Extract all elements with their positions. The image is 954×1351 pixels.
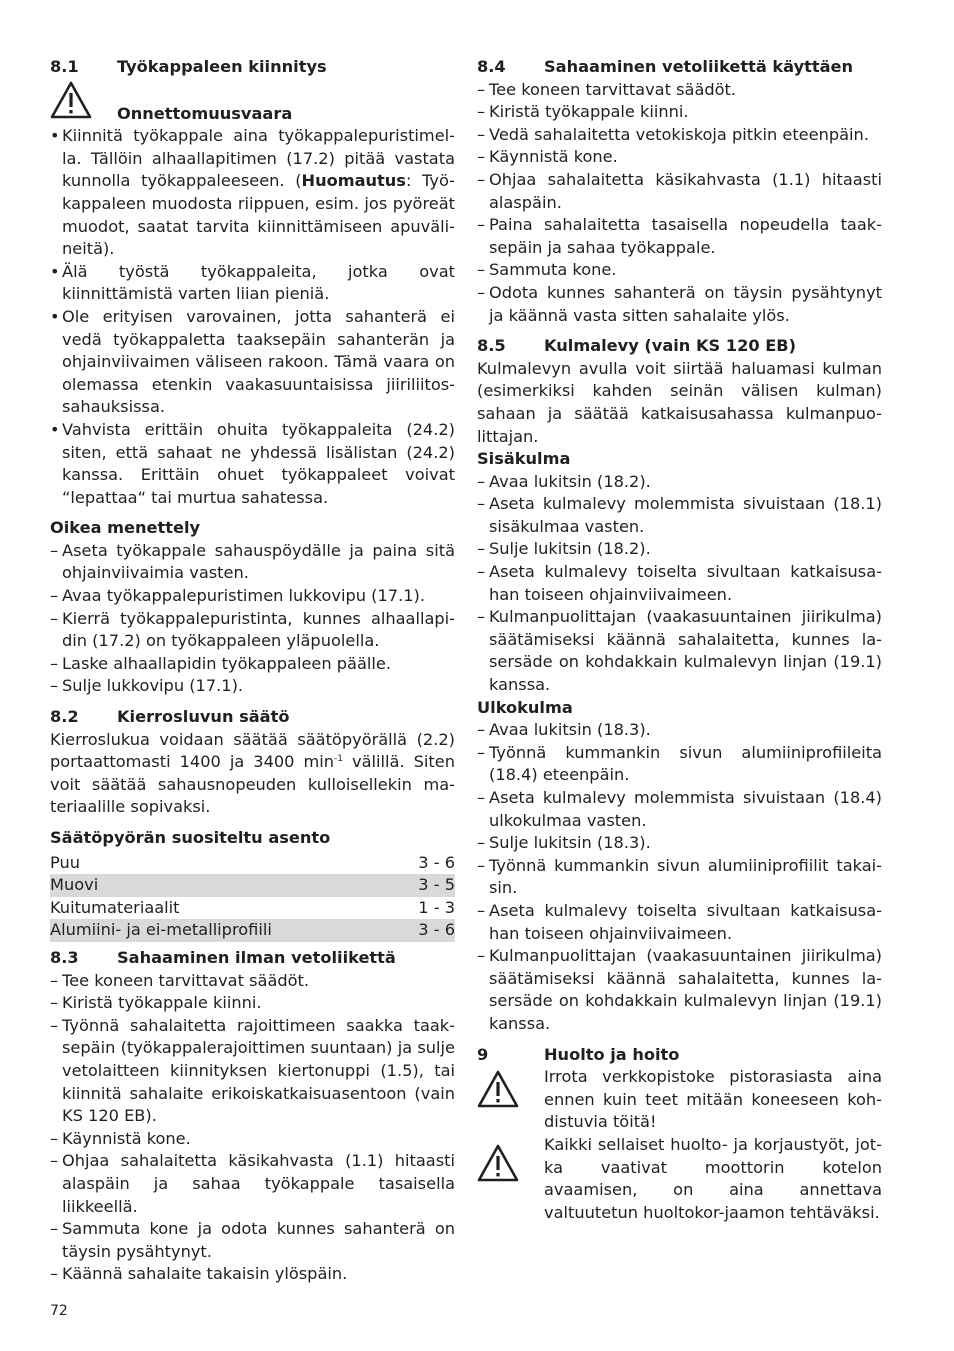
list-item: – Aseta kulmalevy molemmista sivuistaan (18.1) sisäkulmaa vasten. xyxy=(477,493,882,538)
maintenance-warning-2 xyxy=(477,1134,882,1224)
section-title: Sahaaminen ilman vetoliikettä xyxy=(117,947,396,967)
danger-warning xyxy=(50,81,455,126)
section-number: 9 xyxy=(477,1044,489,1064)
bullet-text: Vahvista erittäin ohuita työkappaleita (24.2) siten, että sahaat ne yhdessä lisälistan (24.2) kanssa. Erittäin ohuet työkappaleet voivat “lepattaa“ tai murtua sahatessa. xyxy=(62,419,455,507)
list-item: – Ohjaa sahalaitetta käsikahvasta (1.1) hitaasti alaspäin ja sahaa työkappale tasaisella liikkeellä. xyxy=(50,1150,455,1218)
speed-unit-sup: -1 xyxy=(334,754,344,765)
list-item: – Aseta kulmalevy molemmista sivuistaan (18.4) ulkokulmaa vasten. xyxy=(477,787,882,832)
section-heading xyxy=(477,335,882,358)
procedure-title: Oikea menettely xyxy=(50,518,201,538)
procedure-steps xyxy=(50,540,455,698)
list-item: – Avaa lukitsin (18.2). xyxy=(477,471,882,494)
list-item: – Odota kunnes sahanterä on täysin pysähtynyt ja käännä vasta sitten sahalaite ylös. xyxy=(477,282,882,327)
section-number: 8.5 xyxy=(477,336,506,356)
list-item: – Kierrä työkappalepuristinta, kunnes alhaallapi-din (17.2) on työkappaleen yläpuolella. xyxy=(50,608,455,653)
section-number: 8.4 xyxy=(477,57,506,76)
section-title: Sahaaminen vetoliikettä käyttäen xyxy=(544,57,854,76)
procedure-steps xyxy=(477,471,882,697)
list-item: – Käynnistä kone. xyxy=(477,146,882,169)
section-number: 8.3 xyxy=(50,947,79,967)
outer-corner-title: Ulkokulma xyxy=(477,697,573,717)
bullet-text: Ole erityisen varovainen, jotta sahanterä ei vedä työkappaletta taaksepäin sahanterän ja ohjainviivaimen väliseen rakoon. Tämä vaara on olemassa etenkin vaakasuuntaisissa jiiriliitos-sahauksissa. xyxy=(62,306,455,417)
list-item: – Sammuta kone. xyxy=(477,259,882,282)
table-row xyxy=(50,874,455,897)
section-heading xyxy=(50,947,455,970)
list-item: – Sulje lukitsin (18.3). xyxy=(477,832,882,855)
section-title: Työkappaleen kiinnitys xyxy=(117,57,327,76)
table-row xyxy=(50,897,455,920)
section-number: 8.2 xyxy=(50,707,79,727)
list-item: – Sulje lukitsin (18.2). xyxy=(477,538,882,561)
bullet-text: Kiinnitä työkappale aina työkappalepuristimel-la. Tällöin alhaallapitimen (17.2) pitää vastata kunnolla työkappaleeseen. ( xyxy=(62,126,455,191)
safety-bullet-list xyxy=(50,125,455,509)
setting-cell: 1 - 3 xyxy=(418,897,455,917)
procedure-steps xyxy=(477,719,882,1035)
setting-cell: 3 - 6 xyxy=(397,919,455,942)
procedure-steps xyxy=(50,970,455,1286)
bullet-text: Älä työstä työkappaleita, jotka ovat kiinnittämistä varten liian pieniä. xyxy=(62,261,455,304)
procedure-steps xyxy=(477,79,882,328)
warning-triangle-icon xyxy=(477,1070,517,1108)
list-item: – Työnnä sahalaitetta rajoittimeen saakka taak-sepäin (työkappalerajoittimen suuntaan) ja sulje vetolaitteen kiinnityksen kiertonuppi (1.5), tai kiinnitä sahalaite erikoiskatkaisuasentoon (vain KS 120 EB). xyxy=(50,1015,455,1128)
setting-cell: 3 - 5 xyxy=(397,874,455,897)
speed-text-a: Kierroslukua voidaan säätää säätöpyörällä (2.2) portaattomasti 1400 ja 3400 min xyxy=(50,729,455,772)
section-heading xyxy=(477,1044,882,1067)
section-title: Huolto ja hoito xyxy=(544,1044,680,1064)
list-item: – Avaa työkappalepuristimen lukkovipu (17.1). xyxy=(50,585,455,608)
list-item: – Kiristä työkappale kiinni. xyxy=(477,101,882,124)
list-item: – Tee koneen tarvittavat säädöt. xyxy=(50,970,455,993)
list-item xyxy=(50,125,455,261)
left-column xyxy=(50,56,455,1286)
material-cell: Muovi xyxy=(50,874,397,897)
warning-title: Onnettomuusvaara xyxy=(117,103,293,123)
list-item: – Avaa lukitsin (18.3). xyxy=(477,719,882,742)
list-item xyxy=(50,261,455,306)
list-item: – Työnnä kummankin sivun alumiiniprofiilit takai-sin. xyxy=(477,855,882,900)
list-item: – Sulje lukkovipu (17.1). xyxy=(50,675,455,698)
right-column xyxy=(477,56,882,1224)
material-cell: Alumiini- ja ei-metalliprofiili xyxy=(50,919,397,942)
warning-text: Kaikki sellaiset huolto- ja korjaustyöt, jot-ka vaativat moottorin kotelon avaamisen, on aina annettava valtuutetun huoltokor-jaamon tehtäväksi. xyxy=(544,1134,882,1222)
list-item: – Ohjaa sahalaitetta käsikahvasta (1.1) hitaasti alaspäin. xyxy=(477,169,882,214)
bullet-text: : Työ-kappaleen muodosta riippuen, esim. jos pyöreät muodot, saatat tarvita kiinnittämiseen apuväli-neitä). xyxy=(62,171,456,259)
bullet-bold-text: Huomautus xyxy=(301,171,406,191)
list-item: – Kiristä työkappale kiinni. xyxy=(50,992,455,1015)
speed-text-b: välillä. Siten voit säätää sahausnopeuden kulloisellekin ma-teriaalille sopivaksi. xyxy=(50,752,455,817)
list-item: – Käännä sahalaite takaisin ylöspäin. xyxy=(50,1263,455,1286)
list-item: – Aseta työkappale sahauspöydälle ja paina sitä ohjainviivaimia vasten. xyxy=(50,540,455,585)
list-item: – Käynnistä kone. xyxy=(50,1128,455,1151)
setting-cell: 3 - 6 xyxy=(418,852,455,872)
section-title: Kulmalevy (vain KS 120 EB) xyxy=(544,336,797,356)
page-number: 72 xyxy=(50,1303,68,1319)
list-item xyxy=(50,419,455,509)
maintenance-warning-1 xyxy=(477,1066,882,1134)
list-item: – Työnnä kummankin sivun alumiiniprofiileita (18.4) eteenpäin. xyxy=(477,742,882,787)
list-item: – Vedä sahalaitetta vetokiskoja pitkin eteenpäin. xyxy=(477,124,882,147)
list-item: – Laske alhaallapidin työkappaleen päälle. xyxy=(50,653,455,676)
table-title: Säätöpyörän suositeltu asento xyxy=(50,828,331,847)
table-row xyxy=(50,852,455,875)
list-item: – Tee koneen tarvittavat säädöt. xyxy=(477,79,882,102)
section-title: Kierrosluvun säätö xyxy=(117,707,290,727)
section-heading xyxy=(477,56,882,79)
material-cell: Kuitumateriaalit xyxy=(50,897,180,917)
warning-triangle-icon xyxy=(477,1144,517,1182)
inner-corner-title: Sisäkulma xyxy=(477,449,571,469)
list-item: – Kulmanpuolittajan (vaakasuuntainen jiirikulma) säätämiseksi käännä sahalaitetta, kunnes la-sersäde on kohdakkain kulmalevyn linjan (19.1) kanssa. xyxy=(477,606,882,696)
list-item xyxy=(50,306,455,419)
list-item: – Aseta kulmalevy toiselta sivultaan katkaisusa-han toiseen ohjainviivaimeen. xyxy=(477,900,882,945)
section-number: 8.1 xyxy=(50,57,79,76)
speed-table xyxy=(50,852,455,942)
list-item: – Sammuta kone ja odota kunnes sahanterä on täysin pysähtynyt. xyxy=(50,1218,455,1263)
section-heading xyxy=(50,706,455,729)
speed-paragraph xyxy=(50,729,455,819)
list-item: – Paina sahalaitetta tasaisella nopeudella taak-sepäin ja sahaa työkappale. xyxy=(477,214,882,259)
section-heading xyxy=(50,56,455,79)
table-row xyxy=(50,919,455,942)
material-cell: Puu xyxy=(50,852,80,872)
angle-plate-intro: Kulmalevyn avulla voit siirtää haluamasi kulman (esimerkiksi kahden seinän välisen kulman) sahaan ja säätää katkaisusahassa kulmanpuo-littajan. xyxy=(477,358,882,446)
list-item: – Kulmanpuolittajan (vaakasuuntainen jiirikulma) säätämiseksi käännä sahalaitetta, kunnes la-sersäde on kohdakkain kulmalevyn linjan (19.1) kanssa. xyxy=(477,945,882,1035)
warning-text: Irrota verkkopistoke pistorasiasta aina ennen kuin teet mitään koneeseen koh-distuvia töitä! xyxy=(544,1067,882,1132)
warning-triangle-icon xyxy=(50,81,90,119)
list-item: – Aseta kulmalevy toiselta sivultaan katkaisusa-han toiseen ohjainviivaimeen. xyxy=(477,561,882,606)
